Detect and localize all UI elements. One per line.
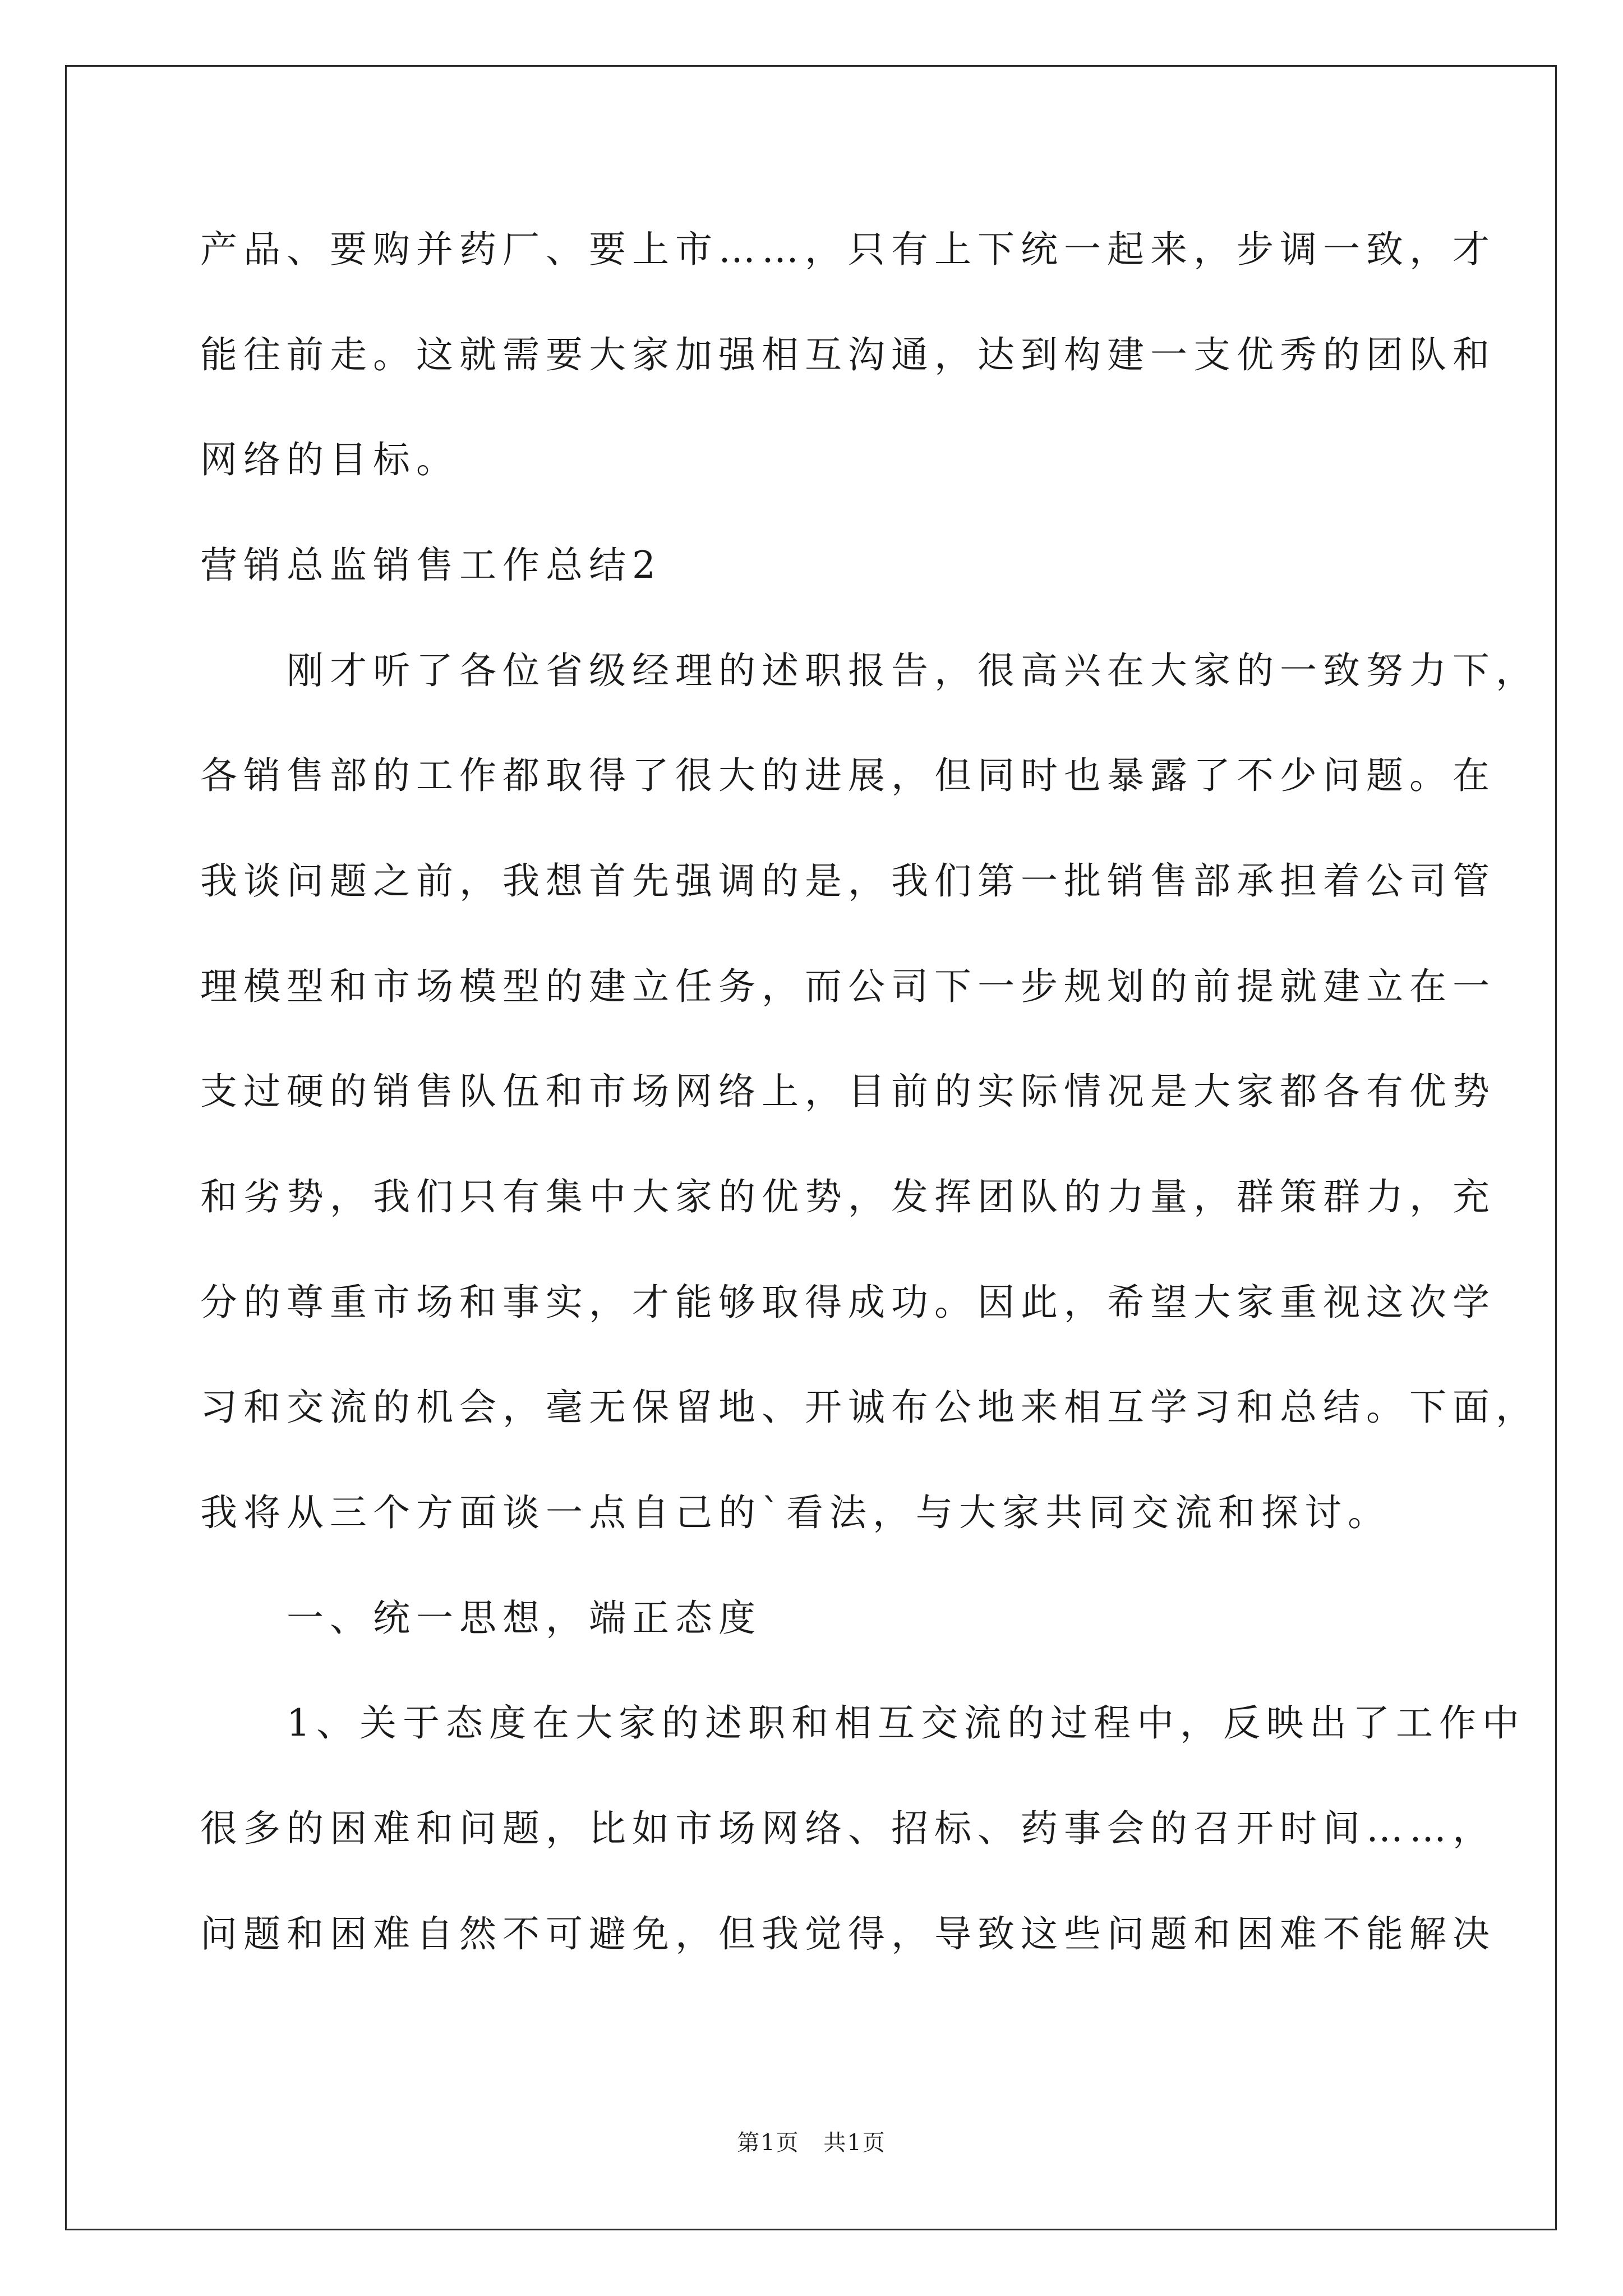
text-line: 我谈问题之前，我想首先强调的是，我们第一批销售部承担着公司管 bbox=[200, 859, 1496, 903]
text-line: 能往前走。这就需要大家加强相互沟通，达到构建一支优秀的团队和 bbox=[200, 333, 1496, 376]
section-heading: 营销总监销售工作总结2 bbox=[200, 544, 662, 587]
text-line: 刚才听了各位省级经理的述职报告，很高兴在大家的一致努力下， bbox=[200, 649, 1539, 692]
text-line: 我将从三个方面谈一点自己的`看法，与大家共同交流和探讨。 bbox=[200, 1491, 1391, 1534]
text-line: 1、关于态度在大家的述职和相互交流的过程中，反映出了工作中 bbox=[200, 1701, 1525, 1745]
text-line: 产品、要购并药厂、要上市……，只有上下统一起来，步调一致，才 bbox=[200, 228, 1496, 271]
text-line: 理模型和市场模型的建立任务，而公司下一步规划的前提就建立在一 bbox=[200, 965, 1496, 1008]
page-border bbox=[65, 65, 1557, 2230]
text-line: 网络的目标。 bbox=[200, 438, 459, 481]
text-line: 习和交流的机会，毫无保留地、开诚布公地来相互学习和总结。下面， bbox=[200, 1386, 1539, 1429]
text-line: 很多的困难和问题，比如市场网络、招标、药事会的召开时间……， bbox=[200, 1807, 1496, 1850]
text-line: 支过硬的销售队伍和市场网络上，目前的实际情况是大家都各有优势 bbox=[200, 1070, 1496, 1113]
text-line: 和劣势，我们只有集中大家的优势，发挥团队的力量，群策群力，充 bbox=[200, 1175, 1496, 1218]
text-line: 分的尊重市场和事实，才能够取得成功。因此，希望大家重视这次学 bbox=[200, 1281, 1496, 1324]
subheading: 一、统一思想，端正态度 bbox=[200, 1596, 762, 1640]
page-footer bbox=[0, 2126, 1623, 2160]
page-total: 共1页 bbox=[823, 2130, 886, 2156]
text-line: 问题和困难自然不可避免，但我觉得，导致这些问题和困难不能解决 bbox=[200, 1912, 1496, 1955]
text-line: 各销售部的工作都取得了很大的进展，但同时也暴露了不少问题。在 bbox=[200, 754, 1496, 797]
page-number: 第1页 bbox=[737, 2130, 800, 2156]
